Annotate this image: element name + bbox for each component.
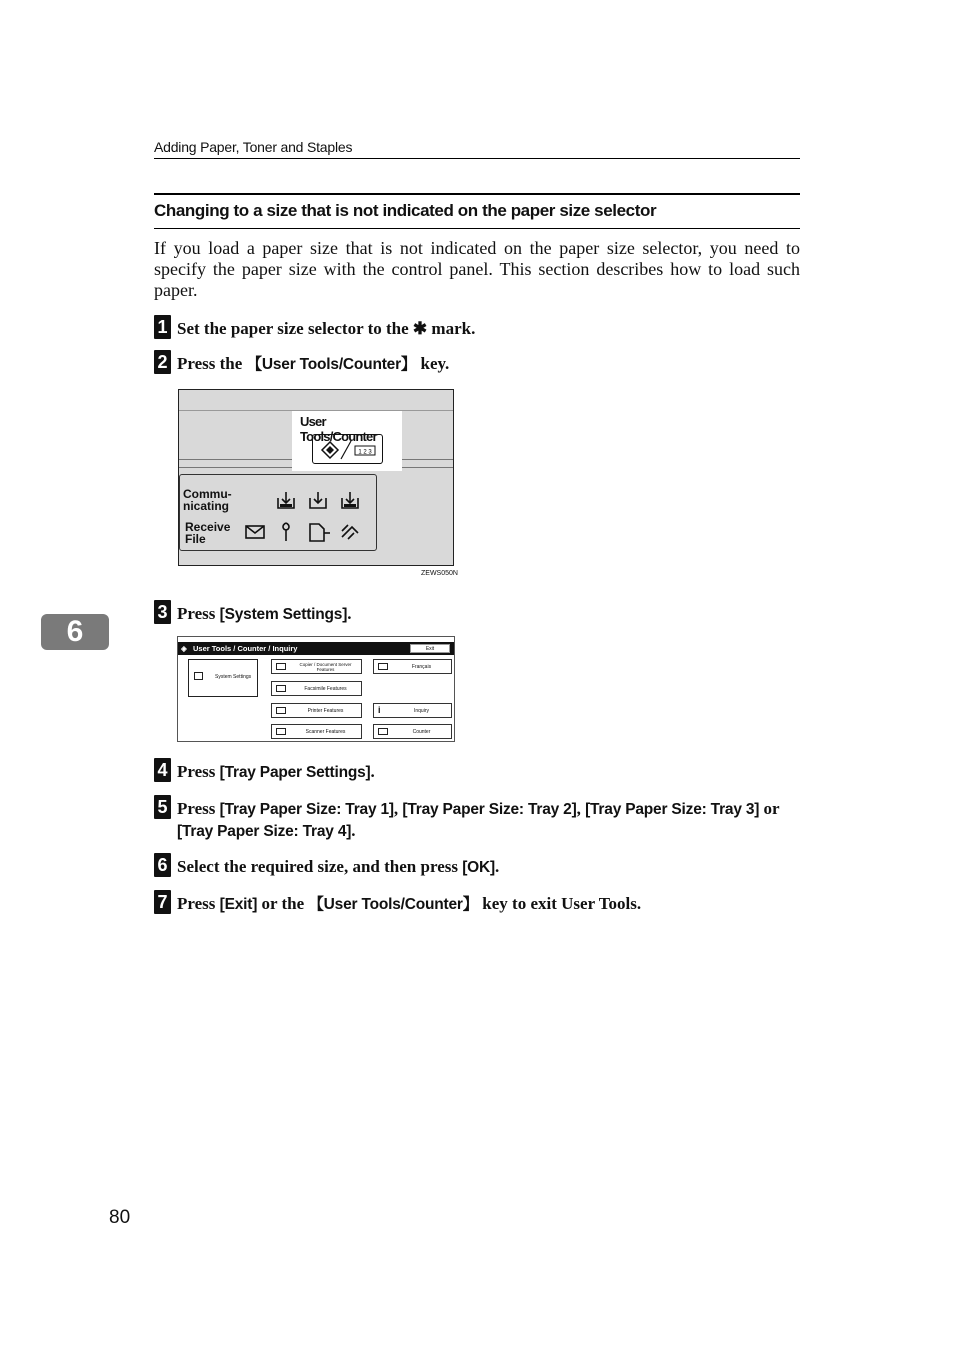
language-icon: [378, 663, 388, 670]
counter-icon: [378, 728, 388, 735]
facsimile-icon: [276, 685, 286, 692]
step-number: 6: [154, 853, 171, 877]
language-button[interactable]: Français: [373, 659, 452, 674]
info-icon: i: [378, 705, 381, 715]
scanner-features-button[interactable]: Scanner Features: [271, 724, 362, 739]
control-panel-illustration: [178, 389, 454, 566]
screen-title-bar: [178, 642, 454, 655]
key-ok: [OK]: [462, 859, 495, 876]
key-exit: [Exit]: [219, 896, 258, 913]
asterisk-mark-icon: ✱: [412, 319, 428, 338]
step-number: 2: [154, 350, 171, 374]
inquiry-button[interactable]: i Inquiry: [373, 703, 452, 718]
system-settings-icon: [194, 672, 203, 680]
tray-indicator-icons: [276, 490, 368, 512]
copier-icon: [276, 663, 286, 670]
key-tray-1: [Tray Paper Size: Tray 1]: [219, 801, 394, 818]
step-number: 7: [154, 890, 171, 914]
section-rule-bottom: [154, 228, 800, 229]
step-number: 3: [154, 600, 171, 624]
function-key-panel: [179, 474, 377, 551]
key-tray-4: [Tray Paper Size: Tray 4]: [177, 823, 352, 840]
section-title: Changing to a size that is not indicated on the paper size selector: [154, 201, 657, 220]
system-settings-button[interactable]: System Settings: [188, 659, 258, 697]
user-tools-screen: [177, 636, 455, 742]
user-tools-icon: ◈: [181, 644, 187, 653]
user-tools-counter-key: [312, 434, 383, 464]
key-user-tools-counter: 【User Tools/Counter】: [308, 896, 479, 913]
screen-title: User Tools / Counter / Inquiry: [193, 644, 298, 653]
key-system-settings: [System Settings]: [219, 606, 348, 623]
status-indicator-icons: [244, 521, 368, 543]
step-2: 2 Press the 【User Tools/Counter】 key.: [154, 350, 804, 375]
key-tray-paper-settings: [Tray Paper Settings]: [219, 764, 371, 781]
step-number: 1: [154, 315, 171, 339]
exit-button[interactable]: Exit: [410, 644, 450, 653]
figure-code: ZEWS050N: [421, 570, 458, 577]
svg-text:1 2 3: 1 2 3: [358, 449, 372, 456]
key-user-tools-counter: 【User Tools/Counter】: [246, 356, 417, 373]
user-tools-key-area: [292, 411, 402, 471]
user-tools-icon: [319, 439, 381, 461]
running-head: Adding Paper, Toner and Staples: [154, 139, 353, 155]
header-rule: [154, 158, 800, 159]
counter-button[interactable]: Counter: [373, 724, 452, 739]
chapter-tab: 6: [41, 614, 109, 650]
step-5: 5 Press [Tray Paper Size: Tray 1], [Tray Paper Size: Tray 2], [Tray Paper Size: Tray 3] or [Tray Paper Size: Tray 4].: [154, 795, 804, 842]
page-number: 80: [109, 1207, 131, 1228]
facsimile-features-button[interactable]: Facsimile Features: [271, 681, 362, 696]
scanner-icon: [276, 728, 286, 735]
printer-features-button[interactable]: Printer Features: [271, 703, 362, 718]
intro-paragraph: If you load a paper size that is not indicated on the paper size selector, you need to specify the paper size with the control panel. This section describes how to load such paper.: [154, 238, 800, 300]
step-3: 3 Press [System Settings].: [154, 600, 804, 625]
step-number: 5: [154, 795, 171, 819]
printer-icon: [276, 707, 286, 714]
communicating-label: Commu- nicating: [183, 487, 232, 513]
step-1: 1 Set the paper size selector to the ✱ mark.: [154, 315, 804, 339]
copier-features-button[interactable]: Copier / Document Server Features: [271, 659, 362, 674]
section-rule-top: [154, 193, 800, 195]
step-7: 7 Press [Exit] or the 【User Tools/Counter】 key to exit User Tools.: [154, 890, 804, 915]
receive-file-label: Receive File: [185, 520, 231, 546]
key-tray-2: [Tray Paper Size: Tray 2]: [402, 801, 577, 818]
step-6: 6 Select the required size, and then press [OK].: [154, 853, 804, 878]
user-tools-key-label: User Tools/Counter: [300, 414, 377, 444]
step-number: 4: [154, 758, 171, 782]
key-tray-3: [Tray Paper Size: Tray 3]: [585, 801, 760, 818]
step-4: 4 Press [Tray Paper Settings].: [154, 758, 804, 783]
